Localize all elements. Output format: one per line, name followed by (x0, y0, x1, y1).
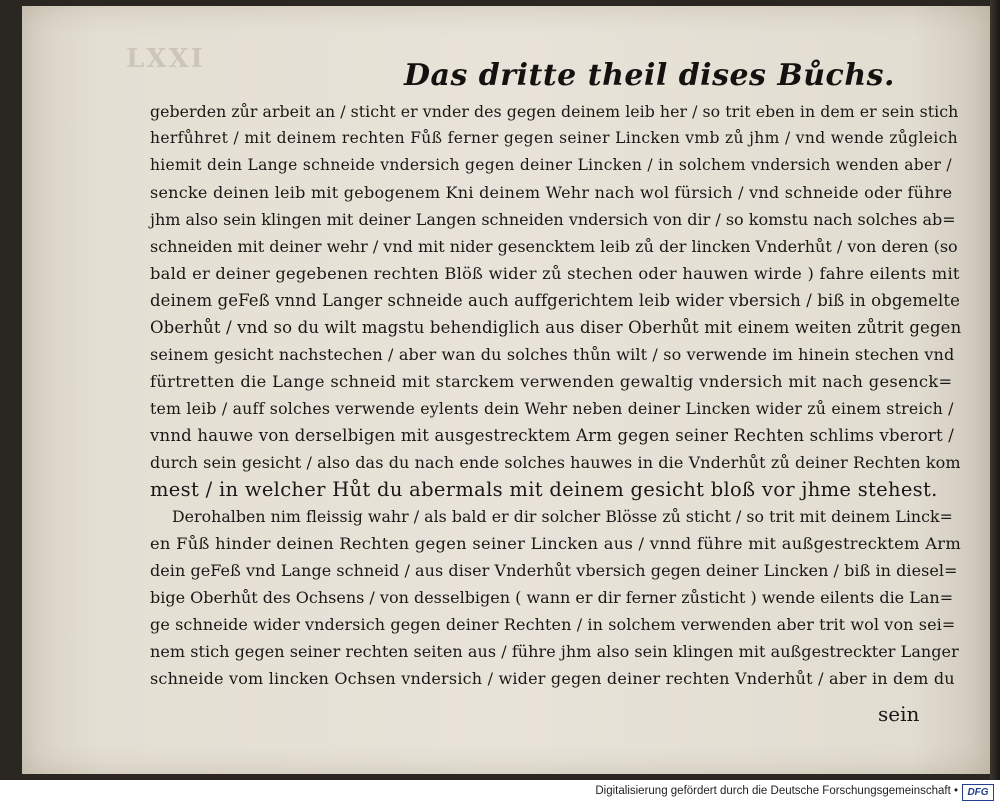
text-line: jhm also sein klingen mit deiner Langen schneiden vndersich von dir / so komstu nach solches ab= (150, 210, 956, 229)
text-line: sencke deinen leib mit gebogenem Kni deinem Wehr nach wol fürsich / vnd schneide oder führe (150, 183, 953, 202)
text-line: deinem geFeß vnnd Langer schneide auch auffgerichtem leib wider vbersich / biß in obgemelte (150, 291, 960, 310)
book-page (22, 6, 990, 774)
text-line: schneiden mit deiner wehr / vnd mit nider gesencktem leib zů der lincken Vnderhůt / von deren (so (150, 237, 958, 256)
text-line: Oberhůt / vnd so du wilt magstu behendiglich aus diser Oberhůt mit einem weiten zůtrit gegen (150, 318, 962, 337)
text-line: geberden zůr arbeit an / sticht er vnder des gegen deinem leib her / so trit eben in dem er sein stich (150, 102, 959, 121)
text-line: mest / in welcher Hůt du abermals mit deinem gesicht bloß vor jhme stehest. (150, 478, 938, 501)
text-line: en Fůß hinder deinen Rechten gegen seiner Lincken aus / vnnd führe mit außgestrecktem Arm (150, 534, 962, 553)
text-line: Derohalben nim fleissig wahr / als bald er dir solcher Blösse zů sticht / so trit mit deinem Linck= (172, 507, 953, 526)
text-line: tem leib / auff solches verwende eylents dein Wehr neben deiner Lincken wider zů einem streich / (150, 399, 954, 418)
catchword: sein (878, 702, 920, 726)
ghost-folio-number: LXXI (126, 44, 205, 74)
text-line: herfůhret / mit deinem rechten Fůß ferner gegen seiner Lincken vmb zů jhm / vnd wende zůgleich (150, 129, 958, 147)
footer-credit: Digitalisierung gefördert durch die Deutsche Forschungsgemeinschaft • (595, 785, 958, 797)
text-line: ge schneide wider vndersich gegen deiner Rechten / in solchem verwenden aber trit wol von sei= (150, 615, 956, 634)
book-edge (990, 0, 1000, 780)
text-line: nem stich gegen seiner rechten seiten aus / führe jhm also sein klingen mit außgestreckter Langer (150, 642, 959, 661)
text-line: seinem gesicht nachstechen / aber wan du solches thůn wilt / so verwende im hinein stechen vnd (150, 345, 955, 364)
text-line: bige Oberhůt des Ochsens / von desselbigen ( wann er dir ferner zůsticht ) wende eilents die Lan= (150, 588, 954, 607)
text-line: dein geFeß vnd Lange schneid / aus diser Vnderhůt vbersich gegen deiner Lincken / biß in diesel= (150, 561, 958, 580)
text-line: vnnd hauwe von derselbigen mit ausgestrecktem Arm gegen seiner Rechten schlims vberort / (150, 426, 955, 445)
text-line: fürtretten die Lange schneid mit starckem verwenden gewaltig vndersich mit nach gesenck= (150, 372, 953, 391)
text-line: schneide vom lincken Ochsen vndersich / wider gegen deiner rechten Vnderhůt / aber in dem du (150, 669, 955, 688)
dfg-logo-icon: DFG (962, 784, 994, 801)
digitization-footer (0, 780, 1000, 804)
text-line: durch sein gesicht / also das du nach ende solches hauwes in die Vnderhůt zů deiner Rechten kom (150, 453, 961, 472)
text-line: hiemit dein Lange schneide vndersich gegen deiner Lincken / in solchem vndersich wenden aber / (150, 156, 952, 174)
running-header: Das dritte theil dises Bůchs. (404, 58, 895, 93)
text-line: bald er deiner gegebenen rechten Blöß wider zů stechen oder hauwen wirde ) fahre eilents mit (150, 264, 960, 283)
